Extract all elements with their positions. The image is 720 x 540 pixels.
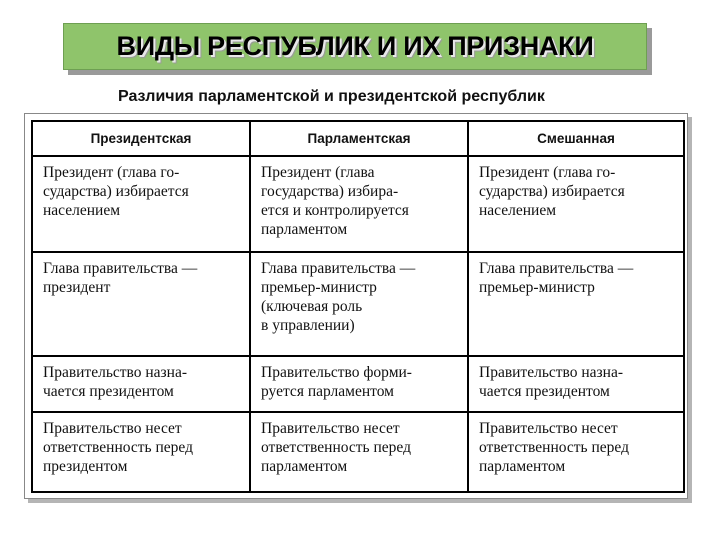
table-cell: Правительство назна- чается президентом <box>32 356 250 412</box>
table-row <box>32 412 684 492</box>
table-cell: Глава правительства — президент <box>32 252 250 356</box>
page-title: ВИДЫ РЕСПУБЛИК И ИХ ПРИЗНАКИ <box>116 31 594 61</box>
table-row <box>32 252 684 356</box>
table-cell: Правительство форми- руется парламентом <box>250 356 468 412</box>
table-row <box>32 156 684 252</box>
header-mixed: Смешанная <box>468 121 684 156</box>
table-cell: Правительство несет ответственность перед парламентом <box>468 412 684 492</box>
table-cell: Правительство назна- чается президентом <box>468 356 684 412</box>
table-row <box>32 356 684 412</box>
table-cell: Глава правительства — премьер-министр (ключевая роль в управлении) <box>250 252 468 356</box>
comparison-table <box>31 120 685 493</box>
table-cell: Правительство несет ответственность перед парламентом <box>250 412 468 492</box>
header-parliamentary: Парламентская <box>250 121 468 156</box>
table-cell: Президент (глава государства) избира- ется и контролируется парламентом <box>250 156 468 252</box>
table-cell: Президент (глава го- сударства) избирается населением <box>32 156 250 252</box>
comparison-table-frame <box>24 113 688 499</box>
header-presidential: Президентская <box>32 121 250 156</box>
table-cell: Президент (глава го- сударства) избирается населением <box>468 156 684 252</box>
table-cell: Правительство несет ответственность перед президентом <box>32 412 250 492</box>
table-header-row <box>32 121 684 156</box>
title-banner <box>63 23 647 70</box>
table-caption: Различия парламентской и президентской республик <box>118 88 545 105</box>
table-cell: Глава правительства — премьер-министр <box>468 252 684 356</box>
